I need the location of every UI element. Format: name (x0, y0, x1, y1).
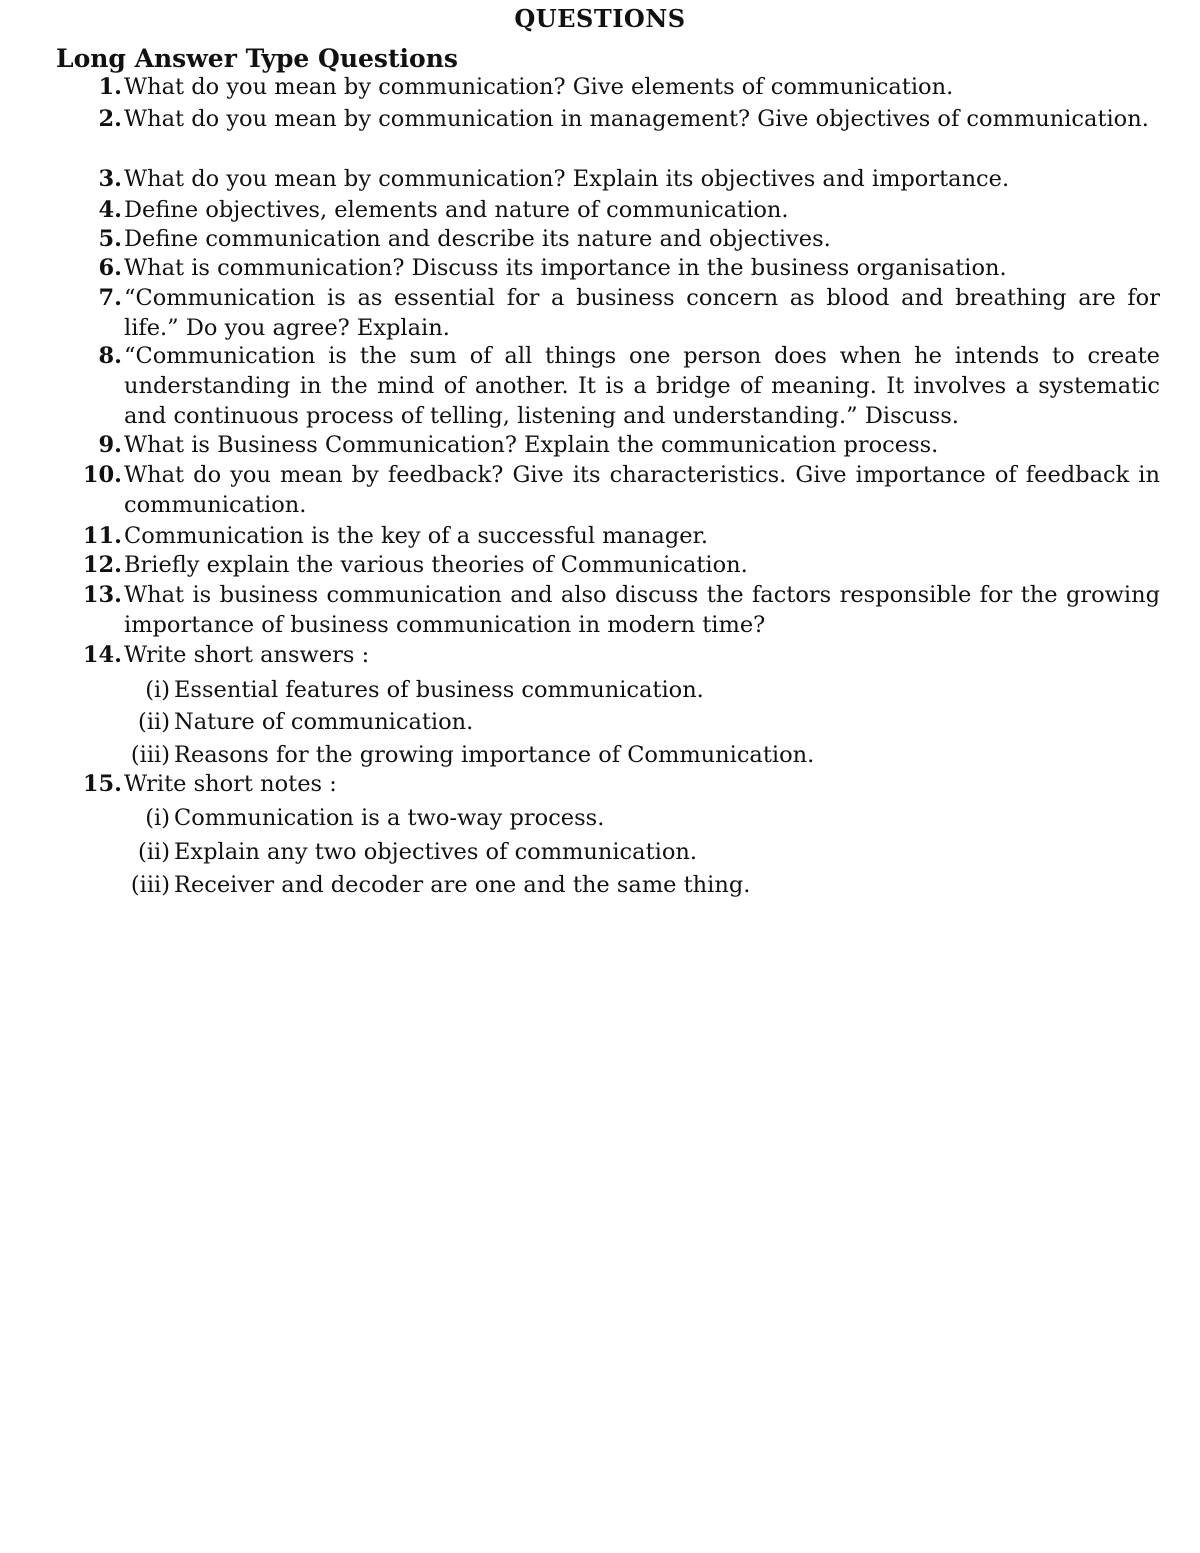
sub-item-number: (ii) (138, 709, 170, 735)
sub-item (112, 870, 750, 900)
sub-item-text: Receiver and decoder are one and the same thing. (174, 872, 751, 898)
question-item (56, 521, 1160, 551)
question-number: 3. (98, 166, 122, 192)
question-item (56, 640, 1160, 670)
question-item (56, 72, 1160, 102)
question-item (56, 253, 1160, 283)
question-text: What do you mean by feedback? Give its characteristics. Give importance of feedback in communication. (124, 462, 1160, 518)
sub-item-text: Essential features of business communication. (174, 677, 704, 703)
question-number: 2. (98, 106, 122, 132)
question-text: What do you mean by communication? Give elements of communication. (124, 74, 954, 100)
question-text: What do you mean by communication? Explain its objectives and importance. (124, 166, 1010, 192)
question-text: “Communication is as essential for a business concern as blood and breathing are for life.” Do you agree? Explain. (124, 285, 1160, 341)
question-text: What is Business Communication? Explain the communication process. (124, 432, 939, 458)
question-number: 12. (82, 552, 122, 578)
question-item (56, 224, 1160, 254)
question-item (56, 341, 1160, 431)
sub-item (112, 740, 814, 770)
question-item (56, 164, 1160, 194)
question-item (56, 430, 1160, 460)
question-number: 6. (98, 255, 122, 281)
question-item (56, 550, 1160, 580)
question-number: 14. (82, 642, 122, 668)
question-item (56, 460, 1160, 520)
sub-item (112, 707, 473, 737)
question-text: What is communication? Discuss its importance in the business organisation. (124, 255, 1007, 281)
sub-item-number: (iii) (130, 742, 170, 768)
question-text: Define objectives, elements and nature of communication. (124, 197, 789, 223)
sub-item-text: Explain any two objectives of communication. (174, 839, 698, 865)
question-text: Briefly explain the various theories of Communication. (124, 552, 748, 578)
question-text: What is business communication and also discuss the factors responsible for the growing importance of business communication in modern time? (124, 582, 1160, 638)
sub-item-text: Reasons for the growing importance of Communication. (174, 742, 815, 768)
question-text: Write short notes : (124, 771, 337, 797)
section-heading: Long Answer Type Questions (56, 44, 458, 73)
question-text: Communication is the key of a successful manager. (124, 523, 708, 549)
question-item (56, 283, 1160, 343)
question-number: 11. (82, 523, 122, 549)
question-item (56, 104, 1160, 134)
question-text: “Communication is the sum of all things one person does when he intends to create understanding in the mind of another. It is a bridge of meaning. It involves a systematic and continuous process of telling, listening and understanding.” Discuss. (124, 343, 1160, 429)
question-item (56, 580, 1160, 640)
question-number: 4. (98, 197, 122, 223)
question-number: 10. (82, 462, 122, 488)
page-title: QUESTIONS (514, 4, 686, 33)
question-number: 8. (98, 343, 122, 369)
sub-item-number: (ii) (138, 839, 170, 865)
question-text: Define communication and describe its nature and objectives. (124, 226, 831, 252)
question-number: 13. (82, 582, 122, 608)
question-number: 1. (98, 74, 122, 100)
sub-item-text: Nature of communication. (174, 709, 474, 735)
question-number: 5. (98, 226, 122, 252)
question-number: 15. (82, 771, 122, 797)
sub-item (112, 803, 604, 833)
question-number: 7. (98, 285, 122, 311)
sub-item (112, 837, 697, 867)
question-text: What do you mean by communication in management? Give objectives of communication. (124, 106, 1149, 132)
question-text: Write short answers : (124, 642, 370, 668)
question-item (56, 195, 1160, 225)
question-number: 9. (98, 432, 122, 458)
sub-item-number: (i) (145, 805, 170, 831)
sub-item-number: (i) (145, 677, 170, 703)
sub-item-number: (iii) (130, 872, 170, 898)
sub-item (112, 675, 704, 705)
question-item (56, 769, 1160, 799)
sub-item-text: Communication is a two-way process. (174, 805, 605, 831)
